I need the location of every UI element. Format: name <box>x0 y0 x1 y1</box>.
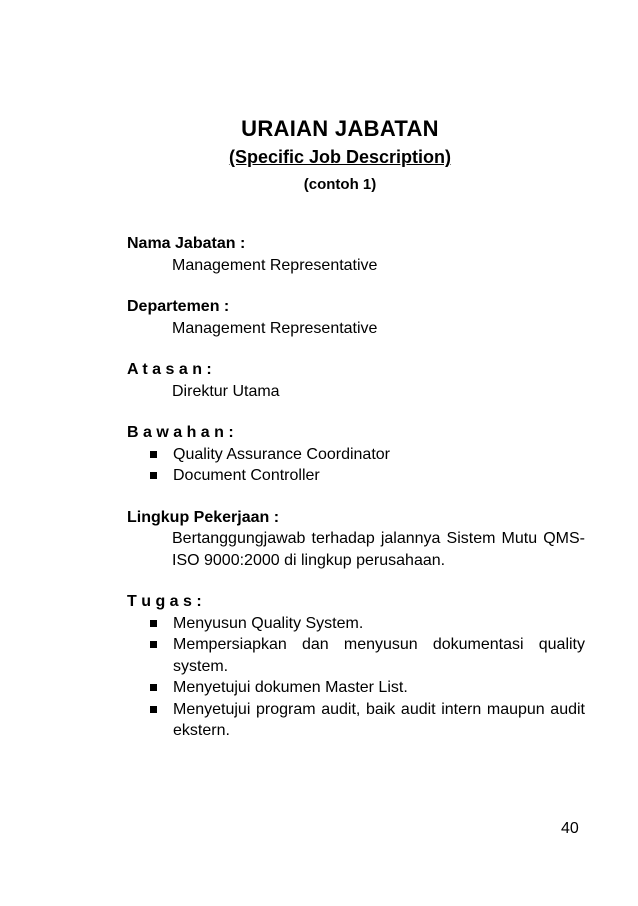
section-value: Bertanggungjawab terhadap jalannya Sistem Mutu QMS-ISO 9000:2000 di lingkup perusahaan. <box>172 530 585 569</box>
section-atasan <box>127 359 585 402</box>
list-item <box>150 699 585 742</box>
section-heading: Departemen : <box>127 298 230 315</box>
section-heading: B a w a h a n : <box>127 424 234 441</box>
document-subtitle: (Specific Job Description) <box>228 147 452 167</box>
list-item-text: Document Controller <box>173 467 320 484</box>
section-lingkup-pekerjaan <box>127 507 585 572</box>
list-item-text: Quality Assurance Coordinator <box>173 445 390 463</box>
list-item <box>150 677 585 699</box>
example-label: (contoh 1) <box>303 176 377 193</box>
job-description-content <box>127 233 585 762</box>
section-heading: A t a s a n : <box>127 361 212 378</box>
section-heading: Lingkup Pekerjaan : <box>127 508 280 526</box>
list-item-text: Menyusun Quality System. <box>173 614 364 632</box>
list-item <box>150 444 585 466</box>
section-heading: Nama Jabatan : <box>127 235 246 252</box>
tugas-list <box>127 613 585 742</box>
list-item <box>150 634 585 677</box>
square-bullet-icon <box>150 451 157 458</box>
square-bullet-icon <box>150 706 157 713</box>
bawahan-list <box>127 444 585 487</box>
page-number: 40 <box>561 820 579 837</box>
section-bawahan <box>127 422 585 487</box>
section-nama-jabatan <box>127 233 585 276</box>
document-title: URAIAN JABATAN <box>241 116 439 141</box>
section-tugas <box>127 591 585 742</box>
section-departemen <box>127 296 585 339</box>
list-item <box>150 613 585 635</box>
list-item-text: Mempersiapkan dan menyusun dokumentasi quality system. <box>173 636 585 675</box>
list-item-text: Menyetujui program audit, baik audit intern maupun audit ekstern. <box>173 700 585 739</box>
section-value: Direktur Utama <box>172 382 280 400</box>
section-value: Management Representative <box>172 256 378 274</box>
square-bullet-icon <box>150 641 157 648</box>
square-bullet-icon <box>150 684 157 691</box>
list-item-text: Menyetujui dokumen Master List. <box>173 679 408 696</box>
square-bullet-icon <box>150 620 157 627</box>
square-bullet-icon <box>150 472 157 479</box>
section-heading: T u g a s : <box>127 593 202 610</box>
section-value: Management Representative <box>172 319 378 337</box>
list-item <box>150 465 585 487</box>
